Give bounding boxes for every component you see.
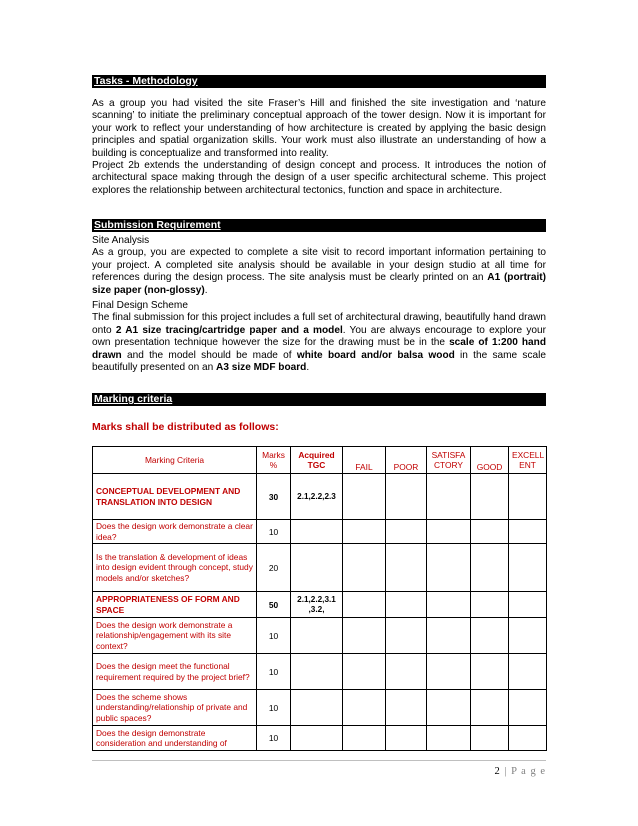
satisfactory-cell [427,592,471,618]
site-analysis-heading: Site Analysis [92,235,150,246]
final-bold-1: 2 A1 size tracing/cartridge paper and a model [115,324,343,336]
marks-cell: 10 [257,654,291,690]
fail-cell [343,618,386,654]
good-cell [471,544,509,592]
section-header-submission: Submission Requirement [92,219,546,232]
poor-cell [386,726,427,751]
poor-cell [386,618,427,654]
final-text-5: . [306,362,310,374]
satisfactory-cell [427,690,471,726]
final-design-heading: Final Design Scheme [92,300,188,311]
final-design-paragraph [92,300,546,374]
excellent-cell [509,592,547,618]
poor-cell [386,520,427,544]
marks-cell: 10 [257,690,291,726]
final-text-2: . You are always encourage to explore your own presentation technique however the size for the drawing must be in the [92,324,546,349]
header-acquired-tgc: Acquired TGC [291,447,343,474]
table-row [93,592,547,618]
header-satisfactory: SATISFA CTORY [427,447,471,474]
final-bold-4: A3 size MDF board [216,362,307,374]
marks-distribution-heading: Marks shall be distributed as follows: [92,421,279,433]
table-row [93,690,547,726]
excellent-cell [509,474,547,520]
header-fail: FAIL [343,447,386,474]
table-row [93,726,547,751]
marking-criteria-table [92,446,547,751]
excellent-cell [509,544,547,592]
fail-cell [343,544,386,592]
section-header-marking: Marking criteria [92,393,546,406]
marks-cell: 10 [257,618,291,654]
table-row [93,654,547,690]
header-marks: Marks % [257,447,291,474]
tasks-text-1: As a group you had visited the site Fraser’s Hill and finished the site investigation and ‘nature scanning’ to initiate the preliminary conceptual approach of the tower design. Now it is important for your work to reflect your understanding of how architecture is created by applying the basic design principles and spatial organization skills. Your work must also illustrate an understanding of how a building is conceptualize and transformed into reality. [92,98,546,159]
header-good: GOOD [471,447,509,474]
marks-cell: 30 [257,474,291,520]
good-cell [471,654,509,690]
final-text-3: and the model should be made of [121,349,297,361]
good-cell [471,520,509,544]
good-cell [471,618,509,654]
tasks-text-2: Project 2b extends the understanding of design concept and process. It introduces the notion of architectural space making through the design of a user specific architectural scheme. This project explores the relationship between architectural tectonics, function and space in architecture. [92,160,546,196]
good-cell [471,592,509,618]
page-word: | P a g e [500,766,546,777]
fail-cell [343,520,386,544]
fail-cell [343,592,386,618]
site-analysis-bold: A1 (portrait) size paper (non-glossy) [92,272,546,296]
tgc-cell [291,544,343,592]
excellent-cell [509,618,547,654]
marks-cell: 10 [257,520,291,544]
poor-cell [386,690,427,726]
final-text-4: in the same scale beautifully presented on an [92,349,546,374]
satisfactory-cell [427,520,471,544]
site-analysis-text: As a group, you are expected to complete a site visit to record important information pertaining to your project. A completed site analysis should be available in your design studio at all time for references during the design process. The site analysis must be clearly printed on an [92,247,546,284]
good-cell [471,726,509,751]
fail-cell [343,654,386,690]
header-poor: POOR [386,447,427,474]
good-cell [471,690,509,726]
tgc-cell: 2.1,2.2,3.1 ,3.2, [291,592,343,618]
tgc-cell [291,654,343,690]
table-header-row [93,447,547,474]
header-excellent: EXCELL ENT [509,447,547,474]
marks-cell: 10 [257,726,291,751]
poor-cell [386,544,427,592]
poor-cell [386,474,427,520]
excellent-cell [509,654,547,690]
section-header-tasks: Tasks - Methodology [92,75,546,88]
criteria-cell: Is the translation & development of ideas into design evident through concept, study models and/or sketches? [93,544,257,592]
poor-cell [386,592,427,618]
final-bold-3: white board and/or balsa wood [296,349,455,361]
table-row [93,618,547,654]
excellent-cell [509,690,547,726]
page-number: 2 [494,766,501,777]
satisfactory-cell [427,544,471,592]
criteria-cell: Does the design demonstrate consideration and understanding of [93,726,257,751]
final-text-1: The final submission for this project includes a full set of architectural drawing, beautifully hand drawn onto [92,312,546,336]
tgc-cell: 2.1,2.2,2.3 [291,474,343,520]
criteria-cell: CONCEPTUAL DEVELOPMENT AND TRANSLATION INTO DESIGN [93,474,257,520]
table-row [93,474,547,520]
excellent-cell [509,726,547,751]
tgc-cell [291,618,343,654]
header-marking-criteria: Marking Criteria [93,447,257,474]
satisfactory-cell [427,726,471,751]
footer-divider [92,760,546,761]
tgc-cell [291,690,343,726]
good-cell [471,474,509,520]
marks-cell: 20 [257,544,291,592]
poor-cell [386,654,427,690]
site-analysis-paragraph [92,235,546,297]
tasks-paragraph [92,98,546,197]
final-bold-2: scale of 1:200 hand drawn [92,337,546,361]
page-footer [495,766,547,777]
marks-cell: 50 [257,592,291,618]
fail-cell [343,690,386,726]
fail-cell [343,726,386,751]
site-analysis-end: . [204,284,208,296]
criteria-cell: APPROPRIATENESS OF FORM AND SPACE [93,592,257,618]
criteria-cell: Does the design meet the functional requirement required by the project brief? [93,654,257,690]
fail-cell [343,474,386,520]
criteria-cell: Does the design work demonstrate a clear idea? [93,520,257,544]
table-row [93,544,547,592]
tgc-cell [291,726,343,751]
tgc-cell [291,520,343,544]
criteria-cell: Does the scheme shows understanding/relationship of private and public spaces? [93,690,257,726]
excellent-cell [509,520,547,544]
satisfactory-cell [427,654,471,690]
criteria-cell: Does the design work demonstrate a relationship/engagement with its site context? [93,618,257,654]
satisfactory-cell [427,474,471,520]
satisfactory-cell [427,618,471,654]
table-row [93,520,547,544]
